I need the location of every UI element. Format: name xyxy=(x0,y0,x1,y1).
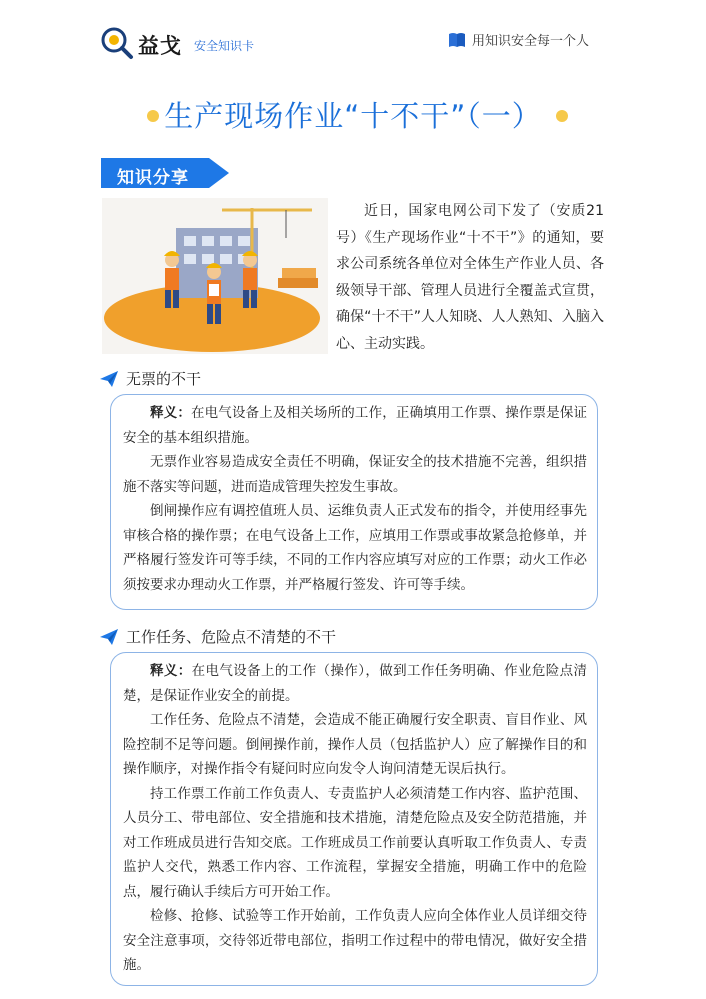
body-paragraph: 工作任务、危险点不清楚，会造成不能正确履行安全职责、盲目作业、风险控制不足等问题。倒闸操作前，操作人员（包括监护人）应了解操作目的和操作顺序，对操作指令有疑问时应向发令人询问清楚无误后执行。 xyxy=(123,712,587,777)
definition-paragraph xyxy=(123,659,587,708)
definition-paragraph xyxy=(123,401,587,450)
book-icon xyxy=(448,32,466,48)
construction-workers-illustration xyxy=(102,198,328,354)
eagle-eye-logo-icon xyxy=(100,26,134,60)
item-heading-text: 无票的不干 xyxy=(126,370,202,388)
brand-name: 益戈 xyxy=(138,34,182,58)
definition-text: 在电气设备上及相关场所的工作，正确填用工作票、操作票是保证安全的基本组织措施。 xyxy=(123,405,587,446)
item-heading-1 xyxy=(100,368,201,389)
definition-label: 释义： xyxy=(150,405,191,421)
brand-subtitle: 安全知识卡 xyxy=(194,39,255,53)
body-paragraph: 持工作票工作前工作负责人、专责监护人必须清楚工作内容、监护范围、人员分工、带电部位、安全措施和技术措施，清楚危险点及安全防范措施，并对工作班成员进行告知交底。工作班成员工作前要认真听取工作负责人、专责监护人交代，熟悉工作内容、工作流程，掌握安全措施，明确工作中的危险点，履行确认手续后方可开始工作。 xyxy=(123,785,587,900)
body-paragraph: 倒闸操作应有调控值班人员、运维负责人正式发布的指令，并使用经事先审核合格的操作票；在电气设备上工作，应填用工作票或事故紧急抢修单，并严格履行签发许可等手续，不同的工作内容应填写对应的工作票；动火工作必须按要求办理动火工作票，并严格履行签发、许可等手续。 xyxy=(123,503,587,593)
intro-paragraph: 近日，国家电网公司下发了（安质21号）《生产现场作业“十不干”》的通知，要求公司系统各单位对全体生产作业人员、各级领导干部、管理人员进行全覆盖式宣贯，确保“十不干”人人知晓、人人熟知、入脑入心、主动实践。 xyxy=(336,203,604,352)
section-tag-label: 知识分享 xyxy=(117,168,189,188)
body-paragraph: 无票作业容易造成安全责任不明确，保证安全的技术措施不完善，组织措施不落实等问题，进而造成管理失控发生事故。 xyxy=(123,454,587,495)
definition-label: 释义： xyxy=(150,663,192,679)
definition-text: 在电气设备上的工作（操作），做到工作任务明确、作业危险点清楚，是保证作业安全的前提。 xyxy=(123,663,588,704)
header xyxy=(0,0,706,80)
paper-plane-icon xyxy=(100,629,118,645)
title-block xyxy=(0,94,706,135)
slogan xyxy=(448,30,589,49)
paper-plane-icon xyxy=(100,371,118,387)
item-heading-2 xyxy=(100,626,336,647)
body-paragraph: 检修、抢修、试验等工作开始前，工作负责人应向全体作业人员详细交待安全注意事项，交待邻近带电部位，指明工作过程中的带电情况，做好安全措施。 xyxy=(123,908,587,973)
page-title: 生产现场作业“十不干”（一） xyxy=(164,99,542,133)
section-tag xyxy=(101,158,229,188)
slogan-text: 用知识安全每一个人 xyxy=(472,34,590,49)
item-heading-text: 工作任务、危险点不清楚的不干 xyxy=(126,628,337,646)
item-card-2 xyxy=(110,652,598,986)
item-card-1 xyxy=(110,394,598,610)
